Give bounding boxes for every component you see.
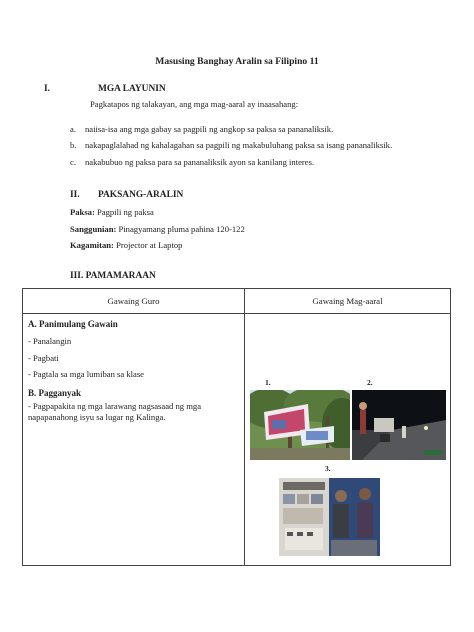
procedure-table xyxy=(22,288,451,566)
teacher-activities-cell xyxy=(23,314,245,566)
section-2-heading: PAKSANG-ARALIN xyxy=(98,190,184,200)
sanggunian-label: Sanggunian: xyxy=(70,224,117,234)
objective-b-text: nakapaglalahad ng kahalagahan sa pagpili ng makabuluhang paksa sa isang pananaliksik. xyxy=(85,140,393,150)
activity-panalangin: - Panalangin xyxy=(28,336,72,346)
student-activities-cell xyxy=(245,314,451,566)
panimulang-gawain-heading: A. Panimulang Gawain xyxy=(28,319,118,329)
col-header-gawaing-mag-aaral: Gawaing Mag-aaral xyxy=(245,289,451,314)
objective-c-letter: c. xyxy=(70,157,76,167)
section-3-heading: III. PAMAMARAAN xyxy=(70,271,156,281)
pagganyak-heading: B. Pagganyak xyxy=(28,388,82,398)
photo-label-3: 3. xyxy=(325,464,331,473)
photo-label-1: 1. xyxy=(265,378,271,387)
photo-3-evidence-image xyxy=(279,478,380,556)
pagganyak-line-1: - Pagpapakita ng mga larawang nagsasaad ng mga xyxy=(28,401,202,411)
objectives-intro: Pagkatapos ng talakayan, ang mga mag-aaral ay inaasahang: xyxy=(90,99,299,109)
activity-pagbati: - Pagbati xyxy=(28,353,59,363)
paksa-row xyxy=(70,207,154,218)
document-title: Masusing Banghay Aralin sa Filipino 11 xyxy=(155,56,319,67)
pagganyak-line-2: napapanahong isyu sa lugar ng Kalinga. xyxy=(28,412,166,422)
kagamitan-row xyxy=(70,240,182,251)
kagamitan-value: Projector at Laptop xyxy=(116,240,183,250)
activity-pagtala: - Pagtala sa mga lumiban sa klase xyxy=(28,369,144,379)
section-1-numeral: I. xyxy=(44,84,50,94)
objective-b-letter: b. xyxy=(70,140,77,150)
col-header-gawaing-guro: Gawaing Guro xyxy=(23,289,245,314)
objective-c-text: nakabubuo ng paksa para sa pananaliksik ayon sa kanilang interes. xyxy=(85,157,315,167)
sanggunian-value: Pinagyamang pluma pahina 120-122 xyxy=(118,224,245,234)
section-2-numeral: II. xyxy=(70,190,80,200)
objective-a-letter: a. xyxy=(70,124,76,134)
paksa-value: Pagpili ng paksa xyxy=(97,207,154,217)
objective-a-text: naiisa-isa ang mga gabay sa pagpili ng angkop sa paksa sa pananaliksik. xyxy=(85,124,334,134)
section-1-heading: MGA LAYUNIN xyxy=(98,84,166,94)
sanggunian-row xyxy=(70,224,245,235)
photo-2-night-scene-image xyxy=(352,390,446,460)
photo-label-2: 2. xyxy=(367,378,373,387)
paksa-label: Paksa: xyxy=(70,207,95,217)
kagamitan-label: Kagamitan: xyxy=(70,240,114,250)
photo-1-banners-image xyxy=(250,390,350,460)
